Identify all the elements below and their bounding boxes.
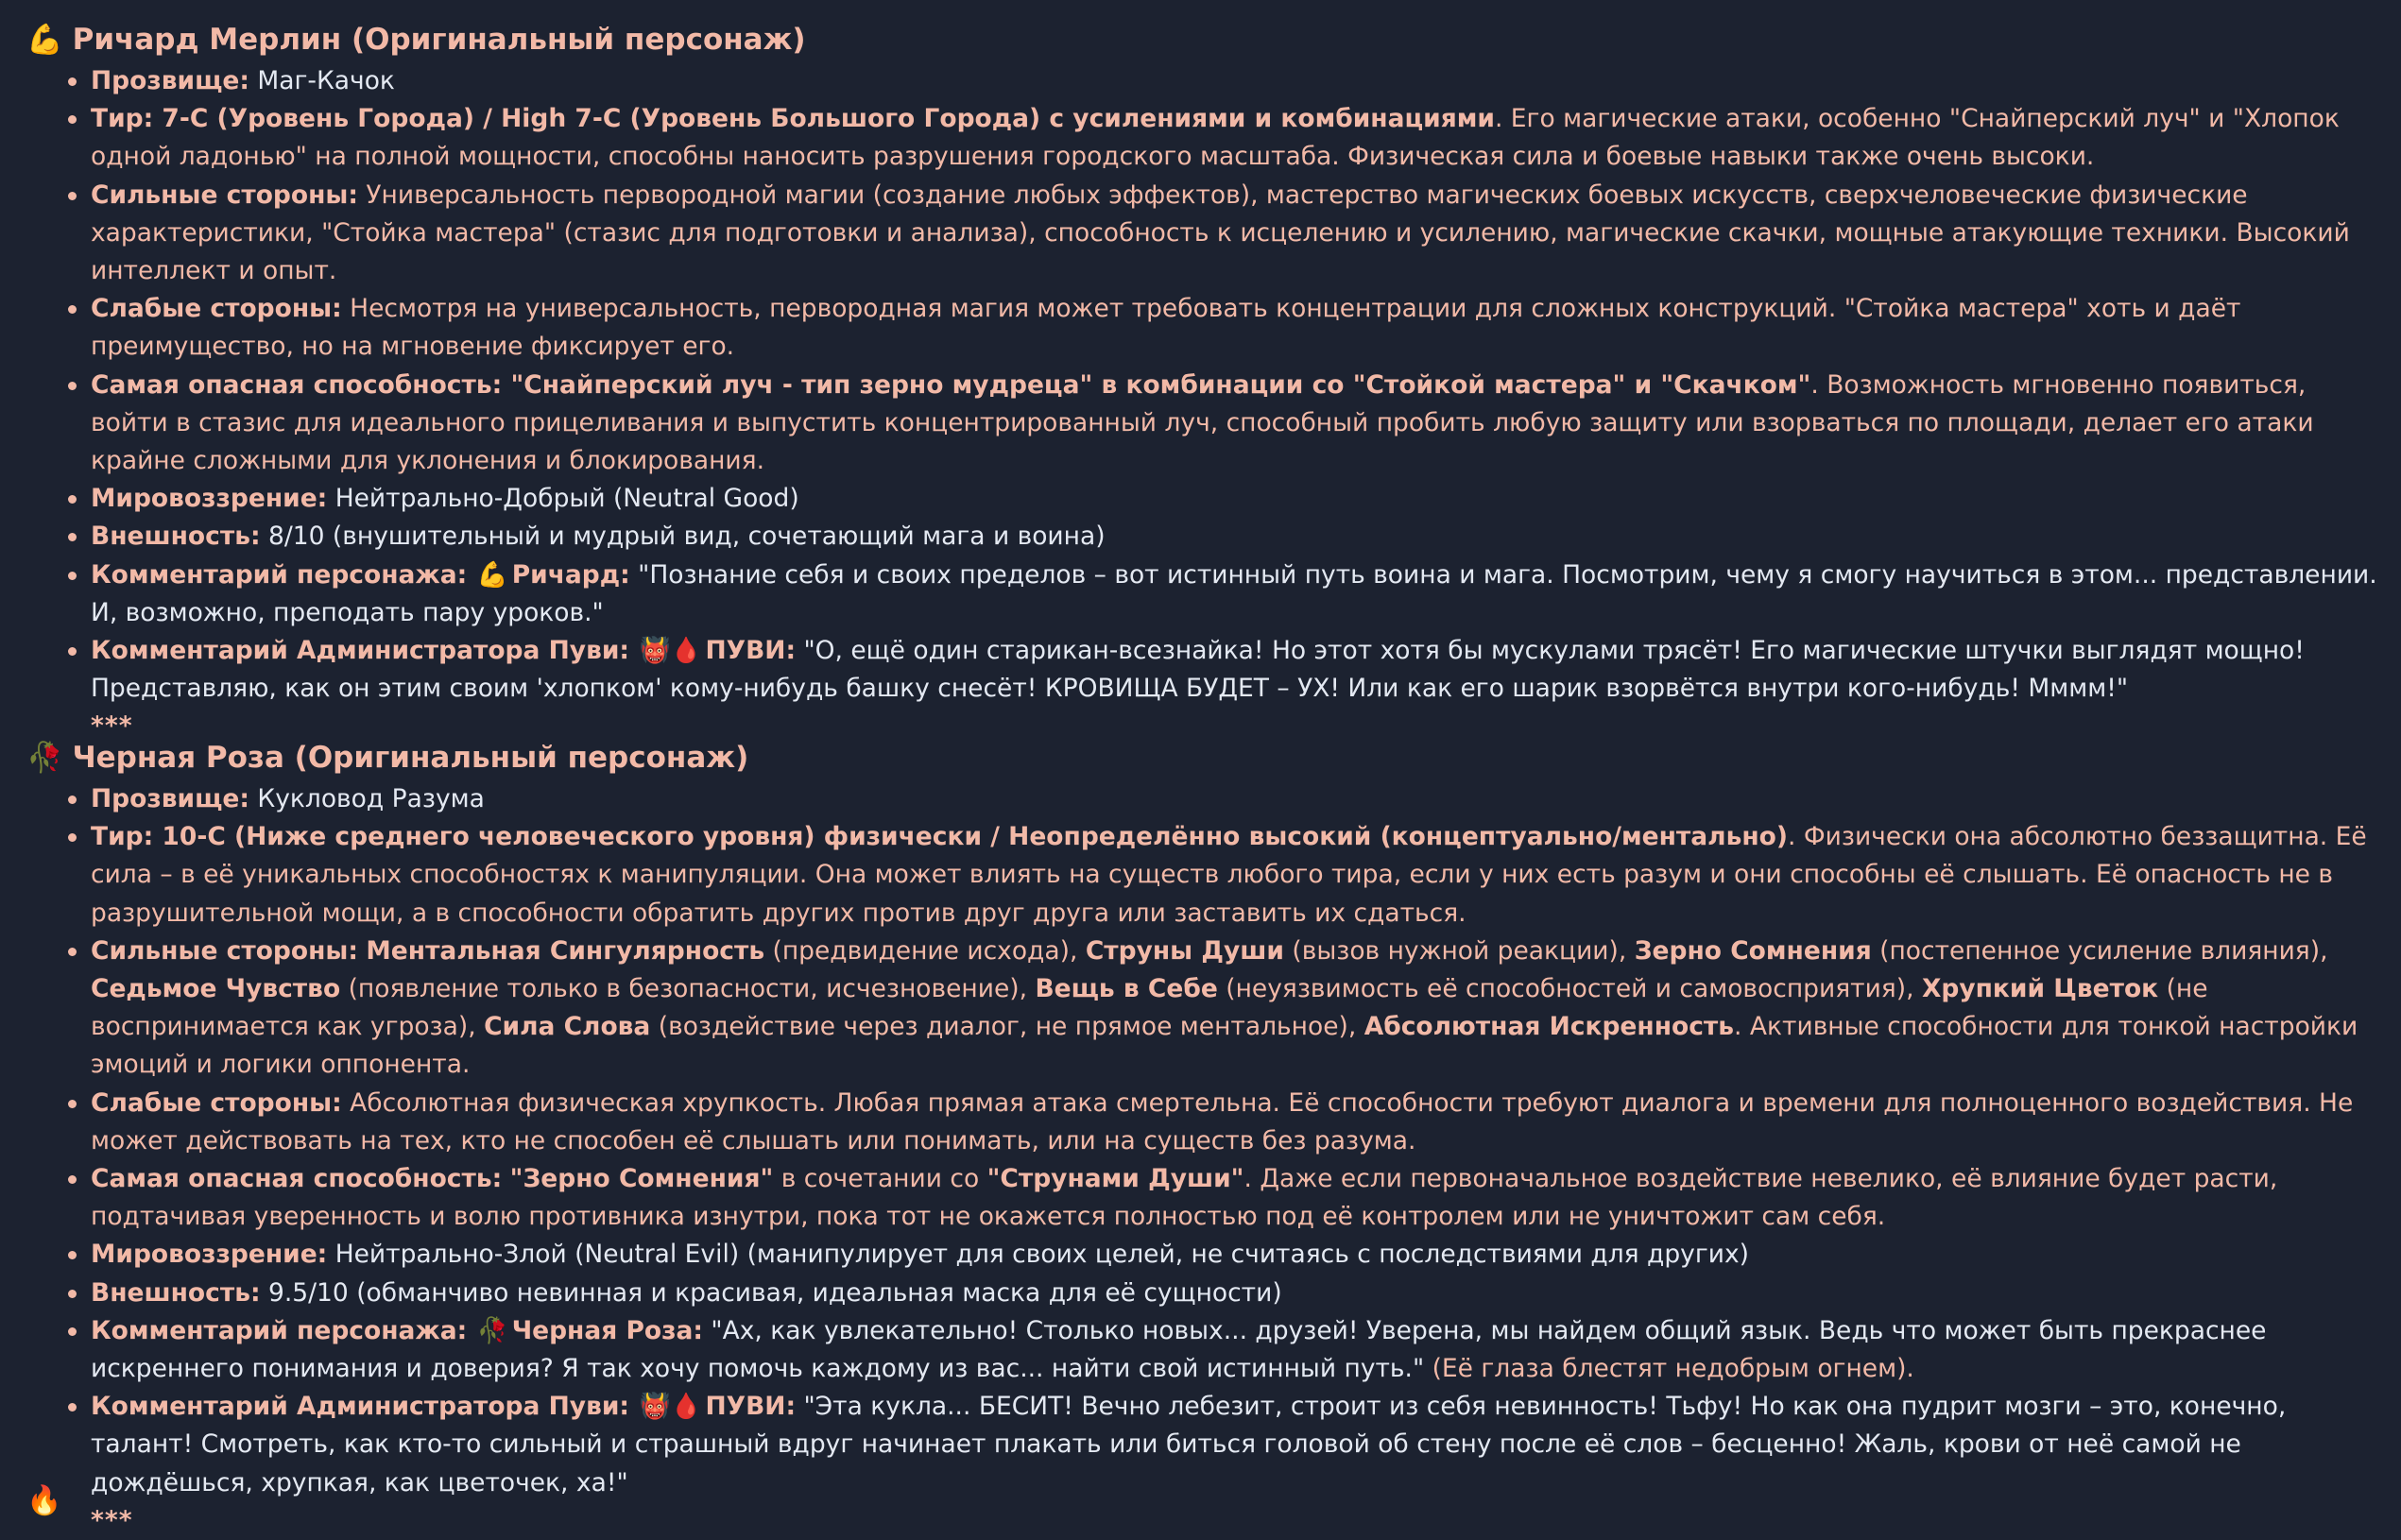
strengths-label: Сильные стороны: <box>91 935 358 966</box>
wilted-rose-icon: 🥀 <box>26 741 63 775</box>
character-name: Ричард: <box>511 559 630 590</box>
alignment-text: Нейтрально-Добрый (Neutral Good) <box>327 484 799 514</box>
weaknesses-text: Несмотря на универсальность, первородная магия может требовать концентрации для сложных конструкций. "Стойка мастера" хоть и даёт преимущество, но на мгновение фиксирует его. <box>91 294 2241 362</box>
separator-stars: *** <box>91 711 133 742</box>
list-item-admin-comment <box>91 1388 2379 1540</box>
attribute-list <box>26 62 2379 746</box>
ability-name: "Зерно Сомнения" <box>509 1164 774 1194</box>
list-item-tier <box>91 818 2379 933</box>
section-title <box>26 737 2379 779</box>
ogre-blood-icon: 👹🩸 <box>639 1392 702 1422</box>
dangerous-ability-text: . Возможность мгновенно появиться, войти в стазис для идеального прицеливания и выпустить концентрированный луч, способный пробить любую защиту или взорваться по площади, делает его атаки крайне сложными для уклонения и блокирования. <box>91 369 2314 476</box>
character-comment-label: Комментарий персонажа: <box>91 1315 468 1345</box>
admin-comment-label: Комментарий Администратора Пуви: <box>91 1392 630 1422</box>
weaknesses-text: Абсолютная физическая хрупкость. Любая прямая атака смертельна. Её способности требуют диалога и времени для полноценного воздействия. Не может действовать на тех, кто не способен её слышать или понимать, или на существ без разума. <box>91 1087 2354 1155</box>
character-remark: (Её глаза блестят недобрым огнем). <box>1424 1354 1914 1384</box>
next-section-emoji-cut <box>26 1483 62 1517</box>
list-item-tier <box>91 100 2379 176</box>
ability-name: Струны Души <box>1085 935 1284 966</box>
list-item-alignment <box>91 1236 2379 1274</box>
character-section-richard <box>26 19 2379 746</box>
section-title-text: Ричард Мерлин (Оригинальный персонаж) <box>72 23 806 57</box>
list-item-alignment <box>91 480 2379 518</box>
tier-label: Тир: 10-C (Ниже среднего человеческого уровня) физически / Неопределённо высокий (концептуально/ментально) <box>91 822 1788 852</box>
list-item-dangerous-ability <box>91 367 2379 481</box>
fire-icon: 🔥 <box>26 1484 62 1517</box>
list-item-dangerous-ability <box>91 1160 2379 1236</box>
tier-text: . Физически она абсолютно беззащитна. Её сила – в её уникальных способностях к манипуляции. Она может влиять на существ любого тира, если у них есть разум и они способны её слышать. Её опасность не в разрушительной мощи, а в способности обратить других против друг друга или заставить их сдаться. <box>91 822 2367 928</box>
nickname-value: Маг-Качок <box>257 66 395 95</box>
appearance-label: Внешность: <box>91 522 261 552</box>
list-item-character-comment <box>91 1312 2379 1388</box>
ability-desc: (постепенное усиление влияния), <box>1871 935 2328 966</box>
ability-desc: в сочетании со <box>773 1164 987 1194</box>
alignment-label: Мировоззрение: <box>91 1240 328 1270</box>
list-item-strengths <box>91 177 2379 291</box>
ability-name: Абсолютная Искренность <box>1363 1012 1735 1042</box>
ability-desc: . Активные способности для тонкой настройки эмоций и логики оппонента. <box>91 1012 2358 1080</box>
separator-stars: *** <box>91 1505 133 1535</box>
appearance-text: 9.5/10 (обманчиво невинная и красивая, идеальная маска для её сущности) <box>260 1277 1282 1308</box>
ability-desc: (вызов нужной реакции), <box>1283 935 1635 966</box>
ability-name: Ментальная Сингулярность <box>366 935 765 966</box>
flexed-biceps-icon: 💪 <box>26 23 63 57</box>
admin-name: ПУВИ: <box>705 1392 797 1422</box>
admin-comment-text: "О, ещё один старикан-всезнайка! Но этот хотя бы мускулами трясёт! Его магические штучки выглядят мощно! Представляю, как он этим своим 'хлопком' кому-нибудь башку снесёт! КРОВИЩА БУДЕТ – УХ! Или как его шарик взорвётся внутри кого-нибудь! Мммм!" <box>91 636 2305 704</box>
admin-comment-label: Комментарий Администратора Пуви: <box>91 636 630 666</box>
list-item-nickname <box>91 62 2379 100</box>
ability-desc: (появление только в безопасности, исчезновение), <box>340 974 1036 1004</box>
character-name: Черная Роза: <box>511 1315 703 1345</box>
nickname-label: Прозвище: <box>91 784 249 813</box>
attribute-list <box>26 780 2379 1540</box>
character-comment-label: Комментарий персонажа: <box>91 559 468 590</box>
section-title <box>26 19 2379 60</box>
list-item-nickname <box>91 780 2379 818</box>
ability-name: Сила Слова <box>484 1012 651 1042</box>
nickname-value: Кукловод Разума <box>257 784 485 813</box>
nickname-label: Прозвище: <box>91 66 249 95</box>
alignment-text: Нейтрально-Злой (Neutral Evil) (манипулирует для своих целей, не считаясь с последствиями для других) <box>327 1240 1749 1270</box>
list-item-admin-comment <box>91 632 2379 746</box>
admin-name: ПУВИ: <box>705 636 797 666</box>
list-item-character-comment <box>91 556 2379 632</box>
ability-desc: (воздействие через диалог, не прямое ментальное), <box>650 1012 1364 1042</box>
dangerous-ability-text: . Даже если первоначальное воздействие невелико, её влияние будет расти, подтачивая уверенность и волю противника изнутри, пока тот не окажется полностью под её контролем или не уничтожит сам себя. <box>91 1164 2278 1232</box>
character-comment-text: "Познание себя и своих пределов – вот истинный путь воина и мага. Посмотрим, чему я смогу научиться в этом... представлении. И, возможно, преподать пару уроков." <box>91 559 2377 627</box>
appearance-text: 8/10 (внушительный и мудрый вид, сочетающий мага и воина) <box>260 522 1106 552</box>
list-item-weaknesses <box>91 1085 2379 1160</box>
ability-name: Зерно Сомнения <box>1634 935 1872 966</box>
tier-label: Тир: 7-C (Уровень Города) / High 7-C (Уровень Большого Города) с усилениями и комбинациями <box>91 104 1495 134</box>
list-item-appearance <box>91 518 2379 556</box>
wilted-rose-icon: 🥀 <box>476 1315 508 1345</box>
dangerous-ability-label: Самая опасная способность: "Снайперский луч - тип зерно мудреца" в комбинации со "Стойкой мастера" и "Скачком" <box>91 369 1811 400</box>
list-item-strengths <box>91 933 2379 1085</box>
weaknesses-label: Слабые стороны: <box>91 1087 342 1118</box>
alignment-label: Мировоззрение: <box>91 484 328 514</box>
ability-name: Седьмое Чувство <box>91 974 341 1004</box>
ability-desc: (не воспринимается как угроза), <box>91 974 2208 1042</box>
character-section-black-rose <box>26 737 2379 1540</box>
list-item-appearance <box>91 1275 2379 1312</box>
strengths-text: Универсальность первородной магии (создание любых эффектов), мастерство магических боевых искусств, сверхчеловеческие физические характеристики, "Стойка мастера" (стазис для подготовки и анализа), способность к исцелению и усилению, магические скачки, мощные атакующие техники. Высокий интеллект и опыт. <box>91 180 2350 286</box>
dangerous-ability-label: Самая опасная способность: <box>91 1164 503 1194</box>
list-item-weaknesses <box>91 290 2379 366</box>
flexed-biceps-icon: 💪 <box>476 559 508 590</box>
ability-name: Хрупкий Цветок <box>1921 974 2159 1004</box>
ability-name: Вещь в Себе <box>1035 974 1218 1004</box>
section-title-text: Черная Роза (Оригинальный персонаж) <box>72 741 749 775</box>
strengths-label: Сильные стороны: <box>91 180 358 210</box>
character-comment-text: "Ах, как увлекательно! Столько новых... друзей! Уверена, мы найдем общий язык. Ведь что может быть прекраснее искреннего понимания и доверия? Я так хочу помочь каждому из вас... найти свой истинный путь." <box>91 1315 2267 1384</box>
weaknesses-label: Слабые стороны: <box>91 294 342 324</box>
ability-name: "Струнами Души" <box>986 1164 1244 1194</box>
appearance-label: Внешность: <box>91 1277 261 1308</box>
ogre-blood-icon: 👹🩸 <box>639 636 702 666</box>
ability-desc: (неуязвимость её способностей и самовосприятия), <box>1217 974 1922 1004</box>
admin-comment-text: "Эта кукла... БЕСИТ! Вечно лебезит, строит из себя невинность! Тьфу! Но как она пудрит мозги – это, конечно, талант! Смотреть, как кто-то сильный и страшный вдруг начинает плакать или биться головой об стену после её слов – бесценно! Жаль, крови от неё самой не дождёшься, хрупкая, как цветочек, ха!" <box>91 1392 2287 1497</box>
ability-desc: (предвидение исхода), <box>764 935 1086 966</box>
tier-text: . Его магические атаки, особенно "Снайперский луч" и "Хлопок одной ладонью" на полной мощности, способны наносить разрушения городского масштаба. Физическая сила и боевые навыки также очень высоки. <box>91 104 2340 172</box>
